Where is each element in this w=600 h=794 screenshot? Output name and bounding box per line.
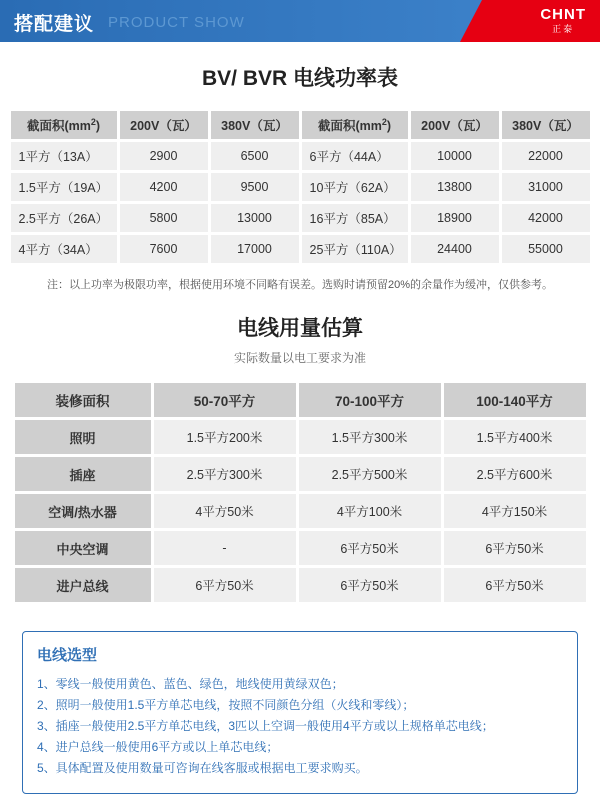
list-item: 4、进户总线一般使用6平方或以上单芯电线；	[37, 740, 279, 754]
cell: 22000	[502, 142, 590, 170]
cell: 4平方（34A）	[11, 235, 117, 263]
power-table	[8, 108, 593, 266]
cell: 4平方100米	[299, 494, 441, 528]
cell: 2.5平方300米	[154, 457, 296, 491]
usage-estimate-table	[12, 380, 589, 605]
col-header-area-2: 截面积$(mm^2)$	[302, 111, 408, 139]
col-header-380v-2: 380V（瓦）	[502, 111, 590, 139]
cell: 6平方50米	[154, 568, 296, 602]
brand-name: CHNT	[540, 6, 586, 23]
col-header-area-1: 截面积$(mm^2)$	[11, 111, 117, 139]
cell: 25平方（110A）	[302, 235, 408, 263]
cell: 13800	[411, 173, 499, 201]
cell: 2.5平方（26A）	[11, 204, 117, 232]
list-item: 2、照明一般使用1.5平方单芯电线，按照不同颜色分组（火线和零线）；	[37, 698, 415, 712]
cell: 5800	[120, 204, 208, 232]
list-item: 3、插座一般使用2.5平方单芯电线，3匹以上空调一般使用4平方或以上规格单芯电线；	[37, 719, 494, 733]
cell: 42000	[502, 204, 590, 232]
row-header: 空调/热水器	[15, 494, 151, 528]
table-row	[15, 457, 586, 491]
cell: 6平方50米	[444, 568, 586, 602]
col-header-70-100: 70-100平方	[299, 383, 441, 417]
cell: 1.5平方200米	[154, 420, 296, 454]
cell: 13000	[211, 204, 299, 232]
row-header: 中央空调	[15, 531, 151, 565]
page-header	[0, 0, 600, 42]
brand-logo	[540, 7, 586, 34]
cell: 17000	[211, 235, 299, 263]
table-row	[11, 204, 590, 232]
cell: 7600	[120, 235, 208, 263]
cell: 10平方（62A）	[302, 173, 408, 201]
cell: 24400	[411, 235, 499, 263]
col-header-50-70: 50-70平方	[154, 383, 296, 417]
cell: 4平方150米	[444, 494, 586, 528]
cell: 9500	[211, 173, 299, 201]
table-row	[11, 173, 590, 201]
table-header-row	[11, 111, 590, 139]
cell: 4平方50米	[154, 494, 296, 528]
brand-name-cn: 正泰	[552, 24, 575, 34]
cell: 18900	[411, 204, 499, 232]
cell: -	[154, 531, 296, 565]
col-header-200v-2: 200V（瓦）	[411, 111, 499, 139]
cell: 4200	[120, 173, 208, 201]
cell: 31000	[502, 173, 590, 201]
cell: 10000	[411, 142, 499, 170]
col-header-area: 装修面积	[15, 383, 151, 417]
cell: 1.5平方（19A）	[11, 173, 117, 201]
cell: 16平方（85A）	[302, 204, 408, 232]
cell: 6平方（44A）	[302, 142, 408, 170]
list-item: 5、具体配置及使用数量可咨询在线客服或根据电工要求购买。	[37, 761, 368, 775]
table-row	[11, 235, 590, 263]
col-header-100-140: 100-140平方	[444, 383, 586, 417]
section2-title: 电线用量估算	[237, 317, 363, 340]
col-header-200v-1: 200V（瓦）	[120, 111, 208, 139]
section1-title: BV/ BVR 电线功率表	[201, 67, 398, 90]
cell: 1平方（13A）	[11, 142, 117, 170]
row-header: 照明	[15, 420, 151, 454]
cell: 6平方50米	[444, 531, 586, 565]
power-table-note: 注：以上功率为极限功率，根据使用环境不同略有误差。选购时请预留20%的余量作为缓冲，仅供参考。	[46, 279, 553, 291]
header-subtitle: PRODUCT SHOW	[108, 14, 245, 31]
cell: 6平方50米	[299, 531, 441, 565]
cell: 1.5平方400米	[444, 420, 586, 454]
page-title: 搭配建议	[14, 14, 95, 35]
col-header-380v-1: 380V（瓦）	[211, 111, 299, 139]
cell: 55000	[502, 235, 590, 263]
table-row	[15, 420, 586, 454]
cell: 2.5平方600米	[444, 457, 586, 491]
section3-title: 电线选型	[37, 647, 98, 664]
cell: 2900	[120, 142, 208, 170]
table-row	[11, 142, 590, 170]
section2-subtitle: 实际数量以电工要求为准	[233, 351, 366, 365]
cell: 6平方50米	[299, 568, 441, 602]
cell: 1.5平方300米	[299, 420, 441, 454]
list-item: 1、零线一般使用黄色、蓝色、绿色，地线使用黄绿双色；	[37, 677, 344, 691]
table-row	[15, 494, 586, 528]
cell: 2.5平方500米	[299, 457, 441, 491]
wire-selection-box	[22, 631, 578, 794]
table-header-row	[15, 383, 586, 417]
table-row	[15, 531, 586, 565]
cell: 6500	[211, 142, 299, 170]
table-row	[15, 568, 586, 602]
row-header: 插座	[15, 457, 151, 491]
row-header: 进户总线	[15, 568, 151, 602]
wire-selection-list	[37, 674, 563, 779]
